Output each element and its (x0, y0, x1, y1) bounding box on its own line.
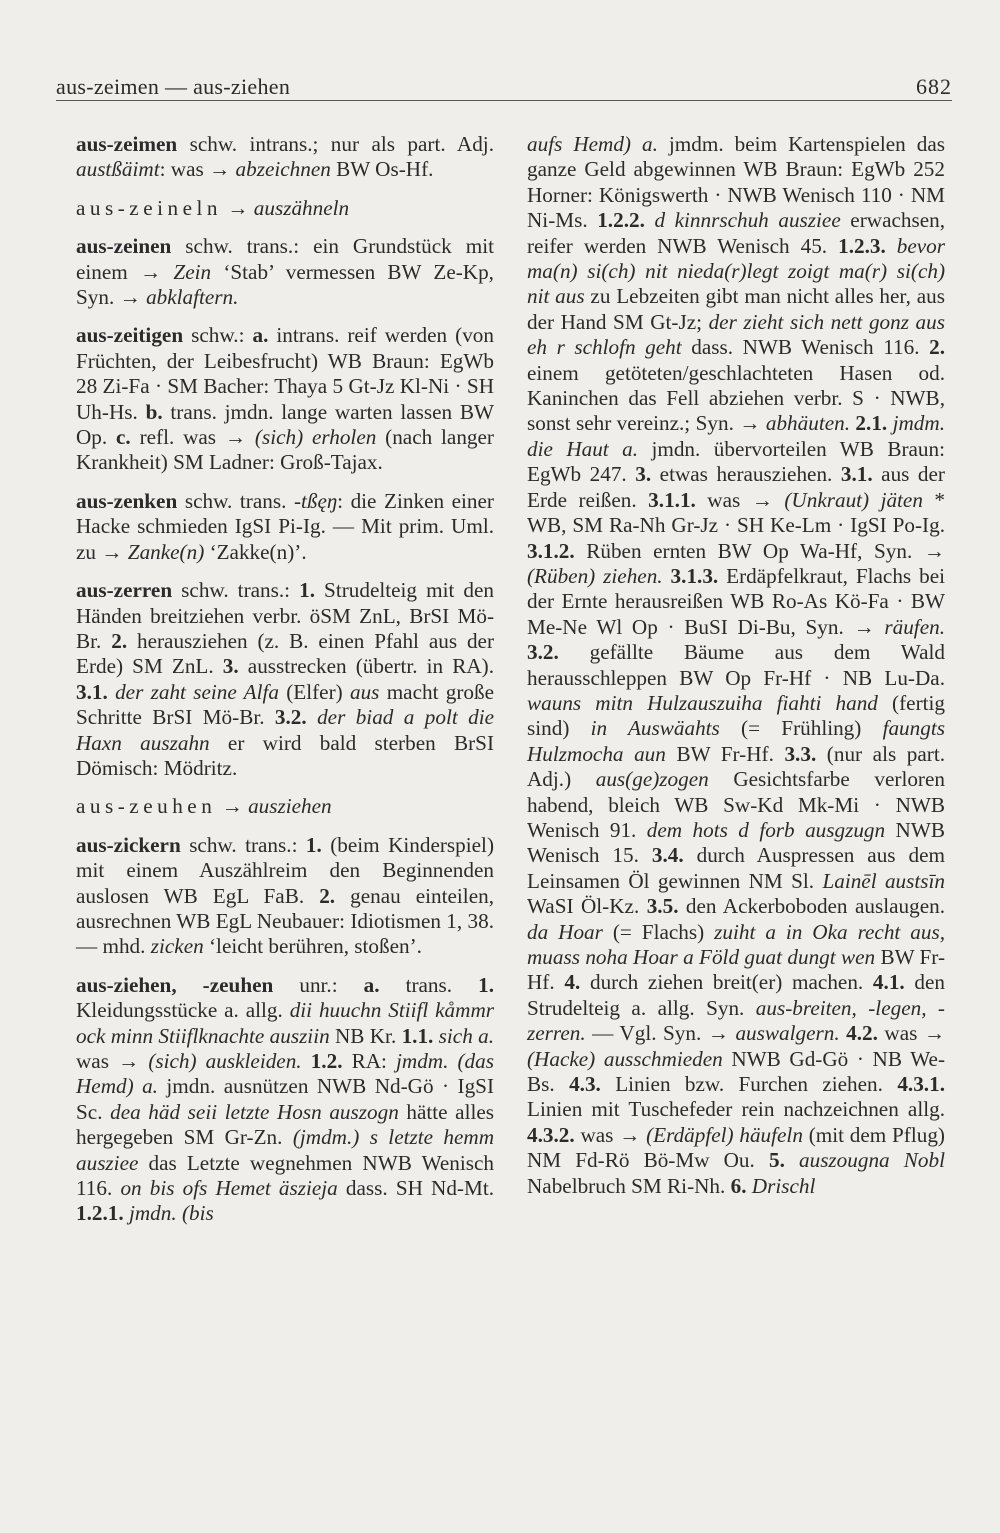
dictionary-entry (76, 578, 494, 781)
dictionary-entry (76, 794, 494, 819)
dictionary-entry (76, 234, 494, 310)
entry-headword: aus-ziehen, -zeuhen (76, 972, 274, 997)
dictionary-entry (76, 196, 494, 221)
entry-body: schw. trans.: 1. (beim Kinderspiel) mit einem Auszählreim den Beginnenden auslosen WB EgL FaB. 2. genau einteilen, ausrechnen WB EgL Neubauer: Idiotismen 1, 38. — mhd. zicken ‘leicht berühren, stoßen’. (76, 832, 494, 959)
page-number: 682 (916, 74, 952, 99)
left-column (76, 132, 494, 1240)
dictionary-entry (76, 833, 494, 960)
entry-reference-headword: aus-zeuhen (76, 794, 217, 819)
right-column (527, 132, 945, 1212)
entry-body: schw. trans.: 1. Strudelteig mit den Händen breitziehen verbr. öSM ZnL, BrSI Mö-Br. 2. herausziehen (z. B. einen Pfahl aus der Erde) SM ZnL. 3. ausstrecken (übertr. in RA). 3.1. der zaht seine Alfa (Elfer) aus macht große Schritte BrSI Mö-Br. 3.2. der biad a polt die Haxn auszahn er wird bald sterben BrSI Dömisch: Mödritz. (76, 578, 495, 780)
dictionary-entry (76, 132, 494, 183)
entry-headword: aus-zickern (76, 832, 181, 857)
entry-body: schw. intrans.; nur als part. Adj. austßäimt: was → abzeichnen BW Os-Hf. (76, 132, 494, 182)
running-title: aus-zeimen — aus-ziehen (56, 74, 291, 99)
running-header (56, 72, 952, 101)
entry-body: unr.: a. trans. 1. Kleidungsstücke a. allg. dii huuchn Stiifl kåmmr ock minn Stiiflknachte ausziin NB Kr. 1.1. sich a. was → (sich) auskleiden. 1.2. RA: jmdm. (das Hemd) a. jmdn. ausnützen NWB Nd-Gö · IgSI Sc. dea häd seii letzte Hosn auszogn hätte alles hergegeben SM Gr-Zn. (jmdm.) s letzte hemm ausziee das Letzte wegnehmen NWB Wenisch 116. on bis ofs Hemet äszieja dass. SH Nd-Mt. 1.2.1. jmdn. (bis (76, 972, 495, 1226)
entry-headword: aus-zeimen (76, 132, 178, 156)
entry-body: schw. trans. -tßęŋ: die Zinken einer Hacke schmieden IgSI Pi-Ig. — Mit prim. Uml. zu → Zanke(n) ‘Zakke(n)’. (76, 488, 494, 564)
dictionary-entry (76, 323, 494, 475)
entry-headword: aus-zenken (76, 488, 178, 513)
entry-headword: aus-zeinen (76, 234, 172, 259)
entry-headword: aus-zeitigen (76, 323, 184, 348)
dictionary-entry (76, 489, 494, 565)
right-column-text: aufs Hemd) a. jmdm. beim Kartenspielen das ganze Geld abgewinnen WB Braun: EgWb 252 Horner: Königswerth · NWB Wenisch 110 · NM Ni-Ms. 1.2.2. d kinnrschuh ausziee erwachsen, reifer werden NWB Wenisch 45. 1.2.3. bevor ma(n) si(ch) nit nieda(r)legt zoigt ma(r) si(ch) nit aus zu Lebzeiten gibt man nicht alles her, aus der Hand SM Gt-Jz; der zieht sich nett gonz aus eh r schlofn geht dass. NWB Wenisch 116. 2. einem getöteten/geschlachteten Hasen od. Kaninchen das Fell abziehen verbr. S · NWB, sonst sehr vereinz.; Syn. → abhäuten. 2.1. jmdm. die Haut a. jmdn. übervorteilen WB Braun: EgWb 247. 3. etwas herausziehen. 3.1. aus der Erde reißen. 3.1.1. was → (Unkraut) jäten * WB, SM Ra-Nh Gr-Jz · SH Ke-Lm · IgSI Po-Ig. 3.1.2. Rüben ernten BW Op Wa-Hf, Syn. → (Rüben) ziehen. 3.1.3. Erdäpfelkraut, Flachs bei der Ernte herausreißen WB Ro-As Kö-Fa · BW Me-Ne Wl Op · BuSI Di-Bu, Syn. → räufen. 3.2. gefällte Bäume aus dem Wald herausschleppen BW Op Fr-Hf · NB Lu-Da. wauns mitn Hulzauszuiha fiahti hand (fertig sind) in Auswäahts (= Frühling) faungts Hulzmocha aun BW Fr-Hf. 3.3. (nur als part. Adj.) aus(ge)zogen Gesichtsfarbe verloren habend, bleich WB Sw-Kd Mk-Mi · NWB Wenisch 91. dem hots d forb ausgzugn NWB Wenisch 15. 3.4. durch Auspressen aus dem Leinsamen Öl gewinnen NM Sl. Lainēl austsīn WaSI Öl-Kz. 3.5. den Ackerboboden auslaugen. da Hoar (= Flachs) zuiht a in Oka recht aus, muass noha Hoar a Föld guat dungt wen BW Fr-Hf. 4. durch ziehen breit(er) machen. 4.1. den Strudelteig a. allg. Syn. aus-breiten, -legen, -zerren. — Vgl. Syn. → auswalgern. 4.2. was → (Hacke) ausschmieden NWB Gd-Gö · NB We-Bs. 4.3. Linien bzw. Furchen ziehen. 4.3.1. Linien mit Tuschefeder rein nachzeichnen allg. 4.3.2. was → (Erdäpfel) häufeln (mit dem Pflug) NM Fd-Rö Bö-Mw Ou. 5. auszougna Nobl Nabelbruch SM Ri-Nh. 6. Drischl (527, 132, 946, 1198)
entry-body: schw.: a. intrans. reif werden (von Früchten, der Leibesfrucht) WB Braun: EgWb 28 Zi-Fa · SM Bacher: Thaya 5 Gt-Jz Kl-Ni · SH Uh-Hs. b. trans. jmdn. lange warten lassen BW Op. c. refl. was → (sich) erholen (nach langer Krankheit) SM Ladner: Groß-Tajax. (76, 323, 494, 475)
entry-body: → ausziehen (216, 794, 332, 819)
dictionary-entry (76, 973, 494, 1227)
entry-reference-headword: aus-zeineln (76, 195, 222, 220)
entry-headword: aus-zerren (76, 578, 173, 603)
entry-body: → auszähneln (221, 195, 350, 220)
entry-body: schw. trans.: ein Grundstück mit einem → Zein ‘Stab’ vermessen BW Ze-Kp, Syn. → abklaftern. (76, 234, 494, 310)
